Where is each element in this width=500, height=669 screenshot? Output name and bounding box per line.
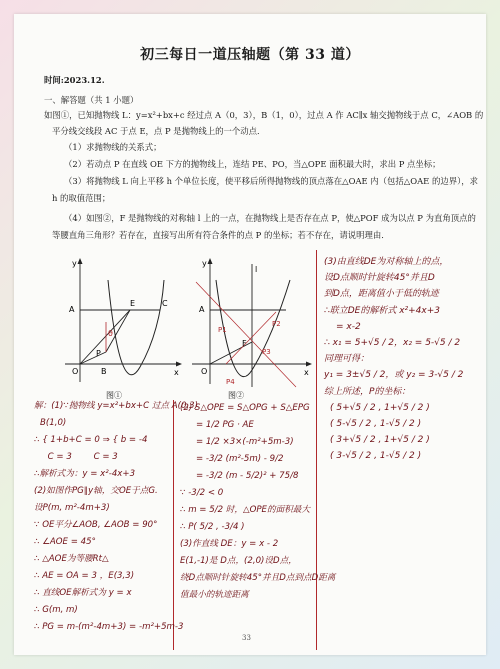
page-number: 33 — [242, 634, 251, 642]
note-line: y₁ = 3±√5 / 2，或 y₂ = 3-√5 / 2 — [324, 370, 464, 381]
fig2-point-p3: P3 — [262, 348, 271, 356]
note-line: ∴ PG = m-(m²-4m+3) = -m²+5m-3 — [34, 622, 184, 632]
note-line: 到D点，距离值小于低的轨迹 — [324, 289, 439, 300]
fig2-point-a: A — [199, 305, 205, 314]
fig1-point-b: B — [101, 367, 107, 376]
note-line: 解：(1)∵抛物线 y=x²+bx+C 过点 A(0,3) — [34, 401, 199, 411]
note-line: ∴ AE = OA = 3 ，E(3,3) — [34, 571, 135, 581]
note-line: ∴ △AOE为等腰Rt△ — [34, 554, 109, 564]
fig1-point-a: A — [69, 305, 75, 314]
answer-point: ( 3+√5 / 2 , 1+√5 / 2 ) — [330, 435, 430, 446]
note-line: 值最小的轨迹距离 — [180, 590, 249, 600]
fig2-point-o: O — [201, 367, 208, 376]
fig1-point-o: O — [72, 367, 79, 376]
fig1-angle-mark: θ — [108, 329, 113, 338]
note-line: E(1,-1)是 D点，(2,0)设D点， — [180, 556, 297, 566]
note-line: B(1,0) — [40, 418, 67, 428]
note-line: = 1/2 PG · AE — [196, 420, 254, 430]
problem-line: 平分线交线段 AC 于点 E，点 P 是抛物线上的一个动点． — [52, 126, 266, 136]
note-line: = -3/2 (m²-5m) - 9/2 — [196, 454, 284, 464]
note-line: ∴ m = 5/2 时，△OPE的面积最大 — [180, 505, 310, 515]
note-line: ∴ { 1+b+C = 0 ⇒ { b = -4 — [34, 435, 148, 445]
fig1-point-c: C — [162, 299, 168, 308]
answer-point: ( 5-√5 / 2 , 1-√5 / 2 ) — [330, 418, 422, 429]
fig2-point-f: F — [242, 339, 247, 348]
answer-point: ( 3-√5 / 2 , 1-√5 / 2 ) — [330, 451, 422, 462]
note-line: 同理可得： — [324, 354, 370, 365]
fig1-x-label: x — [174, 368, 179, 377]
problem-line: h 的取值范围； — [52, 193, 111, 203]
note-line: 绕D点顺时针旋转45°并且D点到点D距离 — [180, 573, 336, 583]
note-line: 设D点顺时针旋转45°并且D — [324, 273, 435, 284]
note-line: = x-2 — [336, 321, 361, 332]
problem-line: 等腰直角三角形？若存在，直接写出所有符合条件的点 P 的坐标；若不存在，请说明理由． — [52, 230, 390, 240]
figure-1 — [60, 252, 185, 392]
fig2-y-label: y — [202, 259, 207, 268]
note-line: ∴ P( 5/2 , -3/4 ) — [180, 522, 245, 532]
figure-1-caption: 图① — [106, 391, 122, 400]
notes-left-column — [34, 398, 198, 636]
note-line: 综上所述，P的坐标： — [324, 386, 411, 397]
note-line: (3)作直线 DE：y = x - 2 — [180, 539, 279, 549]
problem-line: （2）若动点 P 在直线 OE 下方的抛物线上，连结 PE、PO，当△OPE 面积最大时，求出 P 点坐标； — [64, 159, 441, 169]
note-line: = 1/2 ×3×(-m²+5m-3) — [196, 437, 294, 447]
section-heading: 一、解答题（共 1 小题） — [44, 95, 139, 105]
note-line: (2)如图作PG∥y轴，交OE于点G. — [34, 486, 158, 496]
notes-middle-column — [180, 400, 335, 604]
date-line: 时间:2023.12. — [44, 75, 105, 85]
note-line: ∴ x₁ = 5+√5 / 2，x₂ = 5-√5 / 2 — [324, 337, 461, 348]
fig1-point-e: E — [130, 299, 136, 308]
note-line: = -3/2 (m - 5/2)² + 75/8 — [196, 471, 299, 481]
note-line: ∵ OE平分∠AOB, ∠AOB = 90° — [34, 520, 158, 530]
fig2-axis-l: l — [255, 265, 258, 274]
page-title: 初三每日一道压轴题（第 33 道） — [140, 47, 360, 63]
worksheet-page — [14, 14, 486, 655]
note-line: ∴ 直线OE解析式为 y = x — [34, 588, 132, 598]
figure-2 — [186, 252, 314, 392]
fig2-point-p1: P1 — [218, 326, 227, 334]
answer-point: ( 5+√5 / 2 , 1+√5 / 2 ) — [330, 402, 430, 413]
note-line: (2) S△OPE = S△OPG + S△EPG — [180, 403, 310, 413]
problem-line: （3）将抛物线 L 向上平移 h 个单位长度，使平移后所得抛物线的顶点落在△OAE 内（包括△OAE 的边界），求 — [64, 176, 478, 186]
problem-line: 如图①，已知抛物线 L：y=x²+bx+c 经过点 A（0，3），B（1，0），过点 A 作 AC∥x 轴交抛物线于点 C，∠AOB 的 — [44, 110, 484, 120]
note-line: ∴联立DE的解析式 x²+4x+3 — [324, 305, 440, 316]
fig2-point-p2: P2 — [272, 320, 281, 328]
fig1-point-p: P — [96, 349, 101, 358]
notes-right-column — [324, 254, 463, 464]
note-line: ∴解析式为：y = x²-4x+3 — [34, 469, 136, 479]
fig2-point-p4: P4 — [226, 378, 235, 386]
problem-line: （4）如图②，F 是抛物线的对称轴 l 上的一点，在抛物线上是否存在点 P，使△POF 成为以点 P 为直角顶点的 — [64, 213, 476, 223]
note-line: 设P(m, m²-4m+3) — [34, 503, 110, 513]
note-line: C = 3 C = 3 — [34, 452, 118, 462]
figure-2-caption: 图② — [228, 391, 244, 400]
fig1-y-label: y — [72, 259, 77, 268]
note-line: ∵ -3/2 < 0 — [180, 488, 224, 498]
note-line: ∴ G(m, m) — [34, 605, 78, 615]
problem-line: （1）求抛物线的关系式； — [64, 142, 162, 152]
fig2-x-label: x — [304, 368, 309, 377]
note-line: ∴ ∠AOE = 45° — [34, 537, 96, 547]
note-line: (3)由直线DE为对称轴上的点， — [324, 257, 449, 267]
